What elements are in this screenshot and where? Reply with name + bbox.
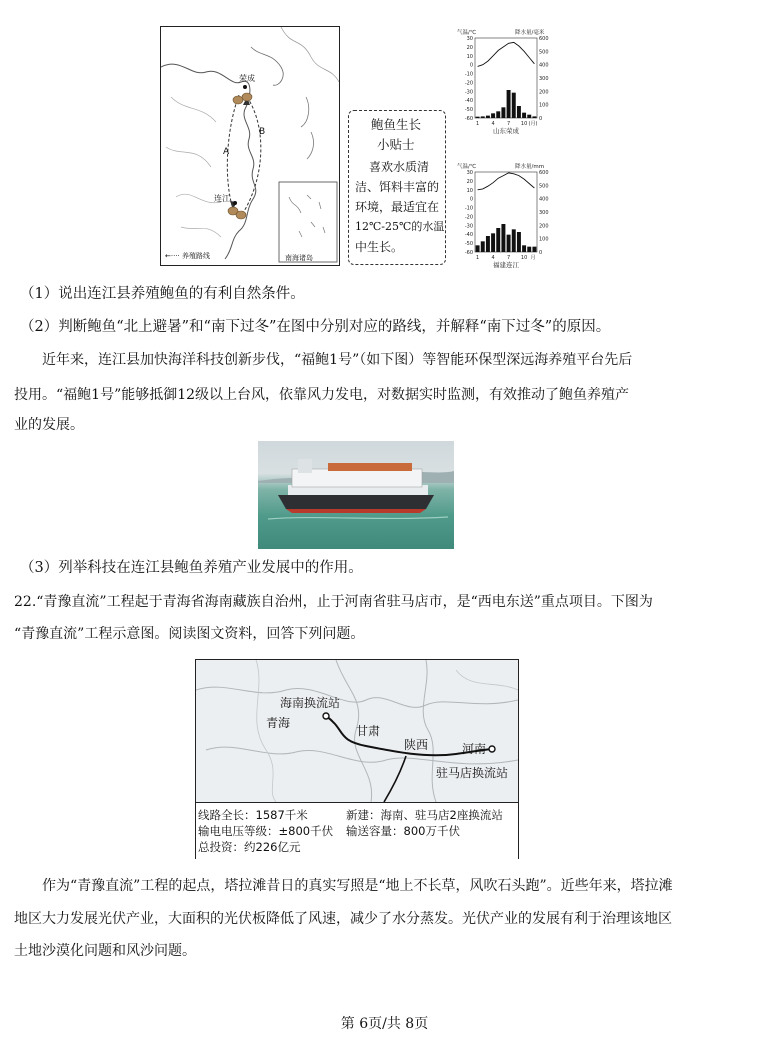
month-tick: 10 <box>520 121 528 127</box>
precipitation-tick: 300 <box>539 76 549 82</box>
label-shaanxi: 陕西 <box>404 738 429 752</box>
temperature-tick: -50 <box>464 107 473 114</box>
paragraph-1-line-2: 投用。“福鲍1号”能够抵御12级以上台风，依靠风力发电，对数据实时监测，有效推动了鲍鱼养殖产 <box>14 387 630 403</box>
tips-title-line2: 小贴士 <box>377 137 415 152</box>
precipitation-bar <box>486 236 490 252</box>
precipitation-bar <box>496 228 500 252</box>
month-tick: 1 <box>475 255 480 261</box>
project-info-panel <box>196 802 518 859</box>
precipitation-bar <box>522 113 526 118</box>
label-gansu: 甘肃 <box>356 724 381 738</box>
tips-title-line1: 鲍鱼生长 <box>371 117 422 132</box>
precipitation-bar <box>532 116 536 118</box>
precipitation-bar <box>476 117 480 118</box>
climate-chart-lianjiang-svg <box>455 160 555 270</box>
month-tick: 7 <box>506 255 511 261</box>
bottom-paragraph-line-1: 作为“青豫直流”工程的起点，塔拉滩昔日的真实写照是“地上不长草，风吹石头跑”。近些年来，塔拉滩 <box>42 878 673 894</box>
tips-line-4: 12℃-25℃的水温 <box>355 220 445 233</box>
abalone-tips-box <box>348 110 446 265</box>
month-tick: 4 <box>491 121 495 127</box>
temperature-curve <box>478 173 535 190</box>
precipitation-tick: 0 <box>539 116 543 122</box>
precipitation-bar <box>527 115 531 118</box>
route-label-a: A <box>223 147 230 157</box>
temperature-tick: 20 <box>466 178 473 185</box>
month-tick: 7 <box>506 121 511 127</box>
precipitation-bar <box>512 229 516 252</box>
temperature-axis-label: 气温/℃ <box>457 30 477 36</box>
question-1: （1）说出连江县养殖鲍鱼的有利自然条件。 <box>20 286 305 302</box>
precipitation-tick: 100 <box>539 236 549 243</box>
tips-line-1: 喜欢水质清 <box>369 160 430 174</box>
precipitation-bar <box>481 241 485 252</box>
temperature-tick: 0 <box>469 62 473 69</box>
tips-line-5: 中生长。 <box>355 240 404 254</box>
temperature-axis-label: 气温/℃ <box>457 164 477 170</box>
bottom-paragraph-line-3: 土地沙漠化问题和风沙问题。 <box>14 943 196 959</box>
question-3: （3）列举科技在连江县鲍鱼养殖产业发展中的作用。 <box>20 560 363 576</box>
precipitation-axis-label: 降水量/毫米 <box>515 30 545 36</box>
map-legend: ←···· 养殖路线 <box>165 252 210 260</box>
precipitation-tick: 500 <box>539 49 549 56</box>
precipitation-bar <box>507 235 511 252</box>
info-length: 线路全长：1587千米 <box>198 808 308 822</box>
chart-caption: 山东荣成 <box>493 127 519 135</box>
month-tick: 10 <box>520 255 528 261</box>
temperature-tick: -60 <box>464 250 473 256</box>
label-zhumadian-station: 驻马店换流站 <box>436 766 509 780</box>
precipitation-bar <box>501 224 505 252</box>
info-capacity: 输送容量：800万千伏 <box>346 824 460 838</box>
plot-frame <box>475 172 537 252</box>
paragraph-1-line-1: 近年来，连江县加快海洋科技创新步伐，“福鲍1号”（如下图）等智能环保型深远海养殖平台先后 <box>42 352 633 368</box>
precipitation-tick: 200 <box>539 89 549 96</box>
precipitation-bar <box>512 93 516 118</box>
precipitation-bar <box>476 245 480 252</box>
precipitation-bar <box>486 116 490 118</box>
temperature-tick: -20 <box>464 80 473 87</box>
temperature-tick: 10 <box>466 53 473 60</box>
precipitation-bar <box>532 247 536 252</box>
temperature-tick: -30 <box>464 223 473 230</box>
precipitation-tick: 0 <box>539 250 543 256</box>
label-hainan-station: 海南换流站 <box>280 696 341 710</box>
temperature-tick: -60 <box>464 116 473 122</box>
route-label-b: B <box>259 127 266 137</box>
info-voltage: 输电电压等级：±800千伏 <box>198 824 334 838</box>
temperature-tick: 20 <box>466 44 473 51</box>
precipitation-bar <box>527 247 531 252</box>
chart-caption: 福建连江 <box>493 261 519 269</box>
precipitation-bar <box>522 245 526 252</box>
climate-chart-rongcheng <box>455 26 555 141</box>
label-qinghai: 青海 <box>266 716 291 730</box>
temperature-tick: -50 <box>464 241 473 248</box>
inset-label: 南海诸岛 <box>285 254 313 262</box>
precipitation-tick: 600 <box>539 170 549 176</box>
precipitation-bar <box>481 116 485 118</box>
precipitation-tick: 600 <box>539 36 549 42</box>
fubao-1-ship-photo <box>258 441 454 549</box>
month-tick: 4 <box>491 255 495 261</box>
precipitation-tick: 500 <box>539 183 549 190</box>
precipitation-bar <box>496 111 500 118</box>
question-22-line-1: 22.“青豫直流”工程起于青海省海南藏族自治州，止于河南省驻马店市，是“西电东送”重点项目。下图为 <box>14 594 653 610</box>
precipitation-bar <box>491 113 495 118</box>
tips-line-3: 环境，最适宜在 <box>355 200 440 214</box>
precipitation-bar <box>501 107 505 118</box>
climate-chart-rongcheng-svg <box>455 26 555 141</box>
page-footer: 第 6页/共 8页 <box>340 1016 429 1032</box>
temperature-tick: 10 <box>466 187 473 194</box>
plot-frame <box>475 38 537 118</box>
temperature-tick: -40 <box>464 98 473 105</box>
precipitation-tick: 300 <box>539 210 549 216</box>
month-tick: 月 <box>530 255 536 261</box>
month-tick: (月) <box>528 121 538 127</box>
precipitation-tick: 200 <box>539 223 549 230</box>
question-22-line-2: “青豫直流”工程示意图。阅读图文资料，回答下列问题。 <box>14 626 365 642</box>
temperature-tick: -10 <box>464 205 473 212</box>
precipitation-bar <box>517 106 521 118</box>
precipitation-tick: 100 <box>539 102 549 109</box>
map-label-rongcheng: 荣成 <box>239 74 255 83</box>
climate-chart-lianjiang <box>455 160 555 270</box>
month-tick: 1 <box>475 121 480 127</box>
temperature-tick: 0 <box>469 196 473 203</box>
temperature-tick: -40 <box>464 232 473 239</box>
info-investment: 总投资：约226亿元 <box>198 840 301 854</box>
temperature-tick: -10 <box>464 71 473 78</box>
precipitation-tick: 400 <box>539 62 549 69</box>
temperature-curve <box>478 42 535 66</box>
route-map-drawing <box>161 27 339 265</box>
temperature-tick: 30 <box>466 36 473 42</box>
precipitation-bar <box>507 90 511 118</box>
precipitation-bar <box>517 232 521 252</box>
qingyu-dc-project-map <box>195 659 519 859</box>
precipitation-axis-label: 降水量/mm <box>515 164 545 170</box>
precipitation-bar <box>491 233 495 252</box>
label-henan: 河南 <box>462 742 487 756</box>
info-new-build: 新建：海南、驻马店2座换流站 <box>346 808 503 822</box>
question-2: （2）判断鲍鱼“北上避暑”和“南下过冬”在图中分别对应的路线，并解释“南下过冬”的原因。 <box>20 319 611 335</box>
precipitation-tick: 400 <box>539 196 549 203</box>
paragraph-1-line-3: 业的发展。 <box>14 417 84 433</box>
tips-line-2: 洁、饵料丰富的 <box>355 180 440 194</box>
temperature-tick: 30 <box>466 170 473 176</box>
route-map <box>160 26 340 266</box>
temperature-tick: -20 <box>464 214 473 221</box>
bottom-paragraph-line-2: 地区大力发展光伏产业，大面积的光伏板降低了风速，减少了水分蒸发。光伏产业的发展有利于治理该地区 <box>14 911 672 927</box>
map-label-lianjiang: 连江 <box>214 194 230 203</box>
temperature-tick: -30 <box>464 89 473 96</box>
